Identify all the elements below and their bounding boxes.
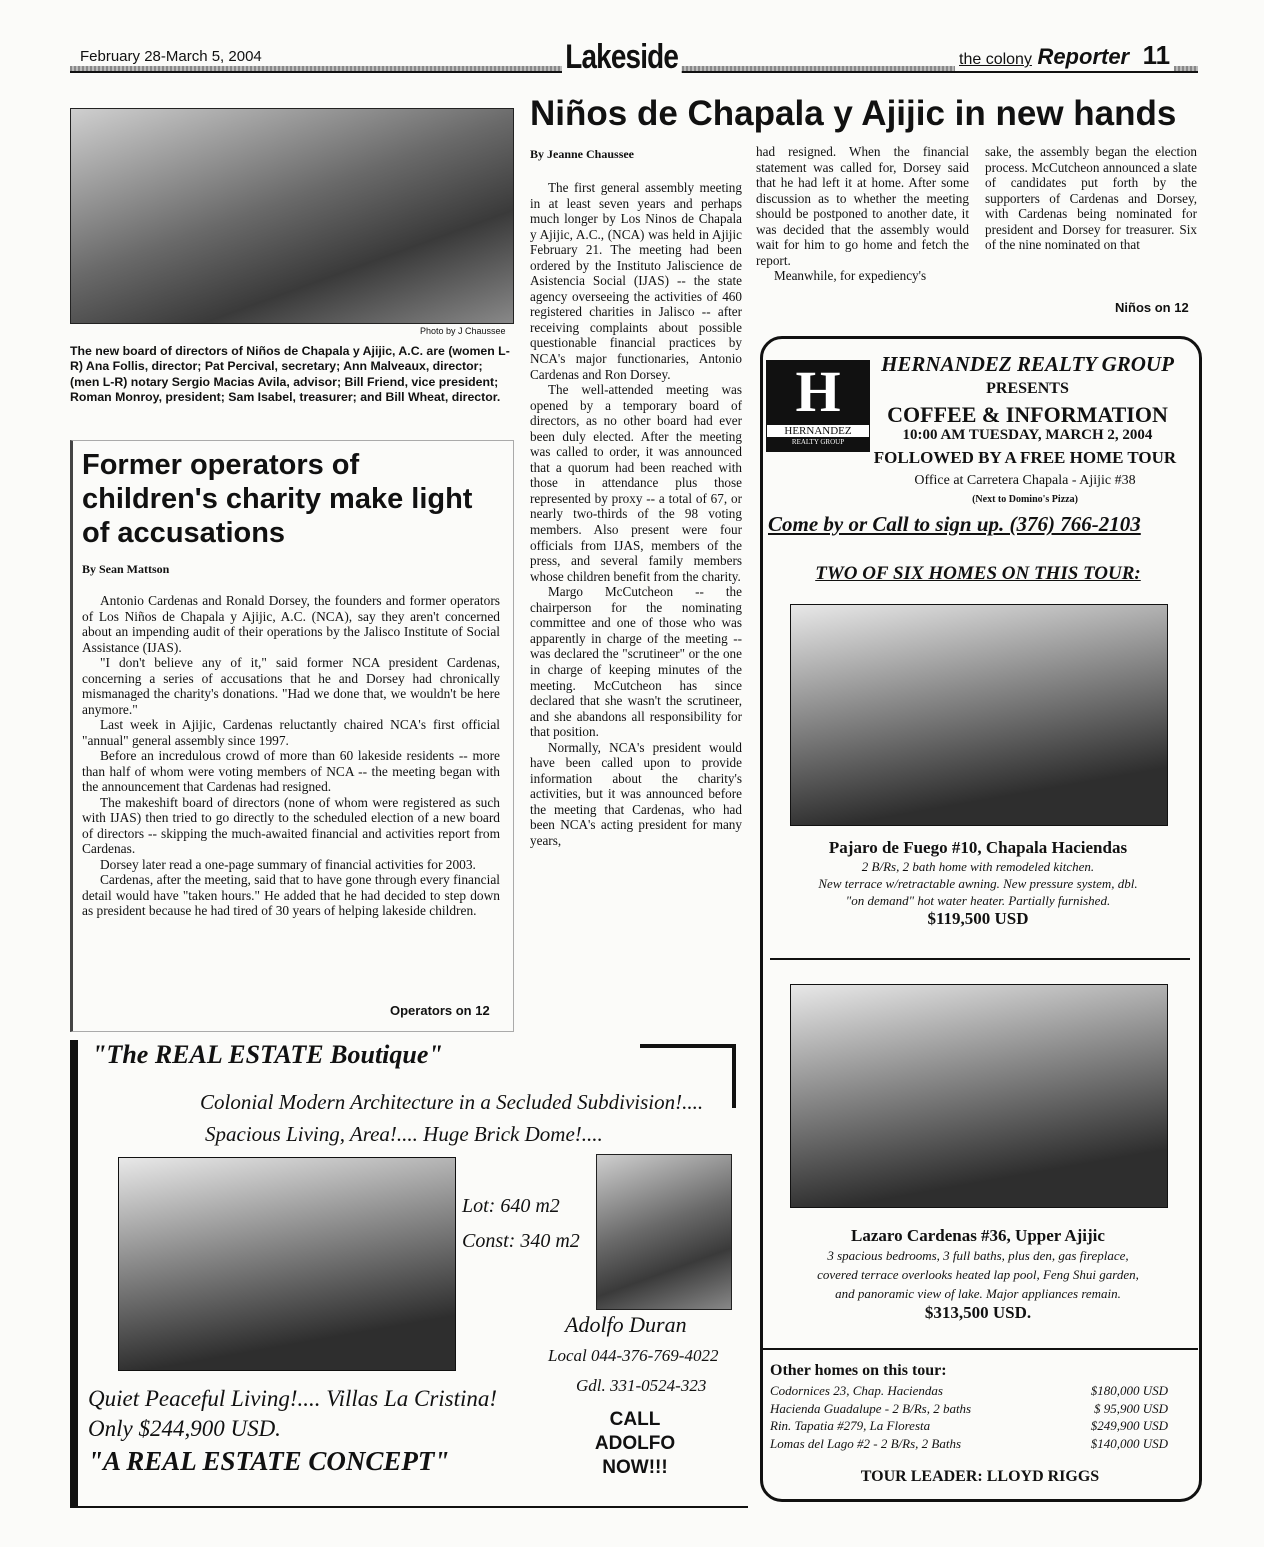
home-name: Lazaro Cardenas #36, Upper Ajijic: [851, 1226, 1105, 1245]
paragraph: Normally, NCA's president would have been called upon to provide information about the charity's activities, but it was announced before the meeting that Cardenas, who had been NCA's acting president for many years,: [530, 739, 742, 848]
tour-heading: TWO OF SIX HOMES ON THIS TOUR:: [815, 563, 1141, 584]
paragraph: Antonio Cardenas and Ronald Dorsey, the founders and former operators of Los Niños de Chapala y Ajijic, A.C. (NCA), say they aren't concerned about an impending audit of their operations by the Jalisco Institute of Social Assistance (IJAS).: [82, 593, 500, 655]
tour-leader: TOUR LEADER: LLOYD RIGGS: [860, 1468, 1100, 1485]
section-name: Lakeside: [562, 38, 681, 77]
home-desc: New terrace w/retractable awning. New pressure system, dbl.: [818, 876, 1138, 891]
home-desc: 3 spacious bedrooms, 3 full baths, plus den, gas fireplace,: [827, 1248, 1129, 1263]
main-headline: Niños de Chapala y Ajijic in new hands: [530, 94, 1177, 133]
boutique-price: Only $244,900 USD.: [88, 1416, 281, 1441]
agent-name: Adolfo Duran: [565, 1312, 687, 1337]
other-home-price: $249,900 USD: [1090, 1418, 1168, 1433]
boutique-concept: "A REAL ESTATE CONCEPT": [88, 1446, 450, 1476]
other-home-name: Rin. Tapatia #279, La Floresta: [770, 1418, 931, 1433]
home-desc: and panoramic view of lake. Major appliances remain.: [835, 1286, 1121, 1301]
logo-text: HERNANDEZ: [766, 424, 870, 438]
publication-title: Reporter: [1037, 44, 1130, 69]
main-jump-link[interactable]: Niños on 12: [1115, 300, 1189, 315]
board-photo: [70, 108, 514, 324]
other-home-price: $ 95,900 USD: [1093, 1400, 1168, 1416]
ad-divider: [760, 1348, 1198, 1350]
other-home-row: [770, 1382, 1168, 1400]
agent-local-phone: Local 044-376-769-4022: [548, 1346, 719, 1365]
boutique-line-1: Colonial Modern Architecture in a Secluded Subdivision!....: [200, 1090, 704, 1114]
story-headline: Former operators of children's charity make light of accusations: [82, 449, 473, 549]
logo-subtext: REALTY GROUP: [791, 438, 845, 446]
ad-event: COFFEE & INFORMATION: [887, 402, 1168, 427]
other-home-row: [770, 1417, 1168, 1435]
ad-presents: PRESENTS: [986, 380, 1069, 397]
hernandez-logo: [766, 360, 870, 452]
main-column-3: [985, 144, 1197, 253]
story-jump-link[interactable]: Operators on 12: [390, 1003, 490, 1018]
paragraph: sake, the assembly began the election process. McCutcheon announced a slate of candidates put forth by the supporters of Cardenas and Dorsey, with Cardenas being nominated for president and Dorsey for treasurer. Six of the nine nominated on that: [985, 144, 1197, 253]
lot-size: Lot: 640 m2: [462, 1195, 560, 1217]
paragraph: had resigned. When the financial statement was called for, Dorsey said that he had left it at home. After some discussion as to whether the meeting should be postponed to another date, it was decided that the assembly would wait for him to go home and fetch the report.: [756, 144, 969, 268]
story-byline: By Sean Mattson: [82, 562, 170, 576]
other-home-price: $140,000 USD: [1090, 1435, 1168, 1451]
paragraph: Margo McCutcheon -- the chairperson for the nominating committee and one of those who was apparently in charge of the meeting -- was declared the "scrutineer" or the one in charge of keeping minutes of the meeting. McCutcheon has since declared that she wasn't the scrutineer, and she abandons all responsibility for that position.: [530, 584, 742, 740]
story-body: [82, 593, 500, 919]
home-desc: covered terrace overlooks heated lap pool, Feng Shui garden,: [817, 1267, 1139, 1282]
publication-prefix: the colony: [959, 51, 1032, 68]
paragraph: Meanwhile, for expediency's: [774, 268, 927, 284]
ad-office: Office at Carretera Chapala - Ajijic #38: [914, 473, 1136, 488]
boutique-quiet: Quiet Peaceful Living!.... Villas La Cristina!: [88, 1386, 498, 1411]
ad-divider: [770, 958, 1190, 960]
other-home-name: Codornices 23, Chap. Haciendas: [770, 1383, 943, 1398]
ad-call-to-action: Come by or Call to sign up. (376) 766-2103: [768, 512, 1141, 536]
main-column-2: [756, 144, 969, 284]
call-adolfo: CALL ADOLFO NOW!!!: [594, 1409, 676, 1478]
ad-next-to: (Next to Domino's Pizza): [972, 494, 1078, 505]
page-number: 11: [1142, 40, 1171, 70]
other-homes-heading: Other homes on this tour:: [770, 1362, 947, 1379]
paragraph: The first general assembly meeting in at least seven years and perhaps much longer by Los Ninos de Chapala y Ajijic, A.C., (NCA) was held in Ajijic February 21. The meeting had been ordered by the Instituto Jaliscience de Asistencia Social (IJAS) -- the state agency overseeing the activities of 460 registered charities in Jalisco -- after receiving complaints about possible questionable financial practices by NCA's major functionaries, Antonio Cardenas and Ron Dorsey.: [530, 180, 742, 382]
home-desc: 2 B/Rs, 2 bath home with remodeled kitchen.: [861, 859, 1095, 874]
paragraph: Dorsey later read a one-page summary of financial activities for 2003.: [100, 856, 476, 872]
main-column-1: [530, 180, 742, 849]
agent-photo: [596, 1154, 732, 1310]
publication-name: [955, 40, 1174, 71]
paragraph: Before an incredulous crowd of more than 60 lakeside residents -- more than half of whom were voting members of NCA -- the meeting began with the announcement that Cardenas had resigned.: [82, 748, 500, 794]
paragraph: The makeshift board of directors (none of whom were registered as such with IJAS) then tried to go directly to the scheduled election of a new board of directors -- skipping the much-awaited financial and activities report from Cardenas.: [82, 794, 500, 856]
boutique-line-2: Spacious Living, Area!.... Huge Brick Dome!....: [205, 1122, 603, 1146]
other-home-price: $180,000 USD: [1090, 1383, 1168, 1398]
other-home-name: Hacienda Guadalupe - 2 B/Rs, 2 baths: [770, 1400, 972, 1416]
home-price: $119,500 USD: [927, 909, 1029, 928]
paragraph: Cardenas, after the meeting, said that to have gone through every financial detail would have "taken hours." He added that he had decided to step down as president because he had tired of 30 years of helping lakeside children.: [82, 872, 500, 918]
home-price: $313,500 USD.: [924, 1303, 1032, 1322]
villa-photo: [118, 1157, 456, 1371]
home-name: Pajaro de Fuego #10, Chapala Haciendas: [828, 838, 1128, 857]
home-listing-2: [770, 1226, 1186, 1323]
photo-credit: Photo by J Chaussee: [420, 326, 506, 336]
logo-mark: H: [795, 359, 841, 424]
main-byline: By Jeanne Chaussee: [530, 147, 635, 161]
other-home-name: Lomas del Lago #2 - 2 B/Rs, 2 Baths: [770, 1435, 962, 1451]
other-homes-list: [770, 1382, 1168, 1452]
home-listing-1: [770, 838, 1186, 929]
ad-when: 10:00 AM TUESDAY, MARCH 2, 2004: [902, 427, 1153, 443]
home-photo-2: [790, 984, 1168, 1208]
issue-date: February 28-March 5, 2004: [80, 48, 262, 65]
photo-caption: The new board of directors of Niños de Chapala y Ajijic, A.C. are (women L-R) Ana Follis, director; Pat Percival, secretary; Ann Malveaux, director; (men L-R) notary Sergio Macias Avila, advisor; Bill Friend, vice president; Roman Monroy, president; Sam Isabel, treasurer; and Bill Wheat, director.: [70, 344, 510, 404]
construction-size: Const: 340 m2: [462, 1230, 580, 1252]
home-photo-1: [790, 604, 1168, 826]
home-desc: "on demand" hot water heater. Partially furnished.: [845, 893, 1111, 908]
paragraph: "I don't believe any of it," said former NCA president Cardenas, concerning a series of accusations that he and Dorsey had chronically mismanaged the charity's donations. "Had we done that, we wouldn't be here anymore.": [82, 655, 500, 717]
other-home-row: [770, 1435, 1168, 1453]
boutique-title: "The REAL ESTATE Boutique": [92, 1040, 443, 1069]
ad-followed: FOLLOWED BY A FREE HOME TOUR: [873, 448, 1177, 467]
ad-title: HERNANDEZ REALTY GROUP: [881, 352, 1174, 376]
paragraph: The well-attended meeting was opened by a temporary board of directors, as no other board had ever been duly elected. After the meeting was called to order, it was announced that a quorum had been reached with those in attendance plus those represented by proxy -- a total of 67, or nearly two-thirds of the 98 voting members. Also present were four officials from IJAS, members of the press, and several family members whose children benefit from the charity.: [530, 382, 742, 584]
agent-cell-phone: Gdl. 331-0524-323: [576, 1376, 707, 1395]
paragraph: Last week in Ajijic, Cardenas reluctantly chaired NCA's first official "annual" general assembly since 1997.: [82, 717, 500, 748]
other-home-row: [770, 1400, 1168, 1418]
